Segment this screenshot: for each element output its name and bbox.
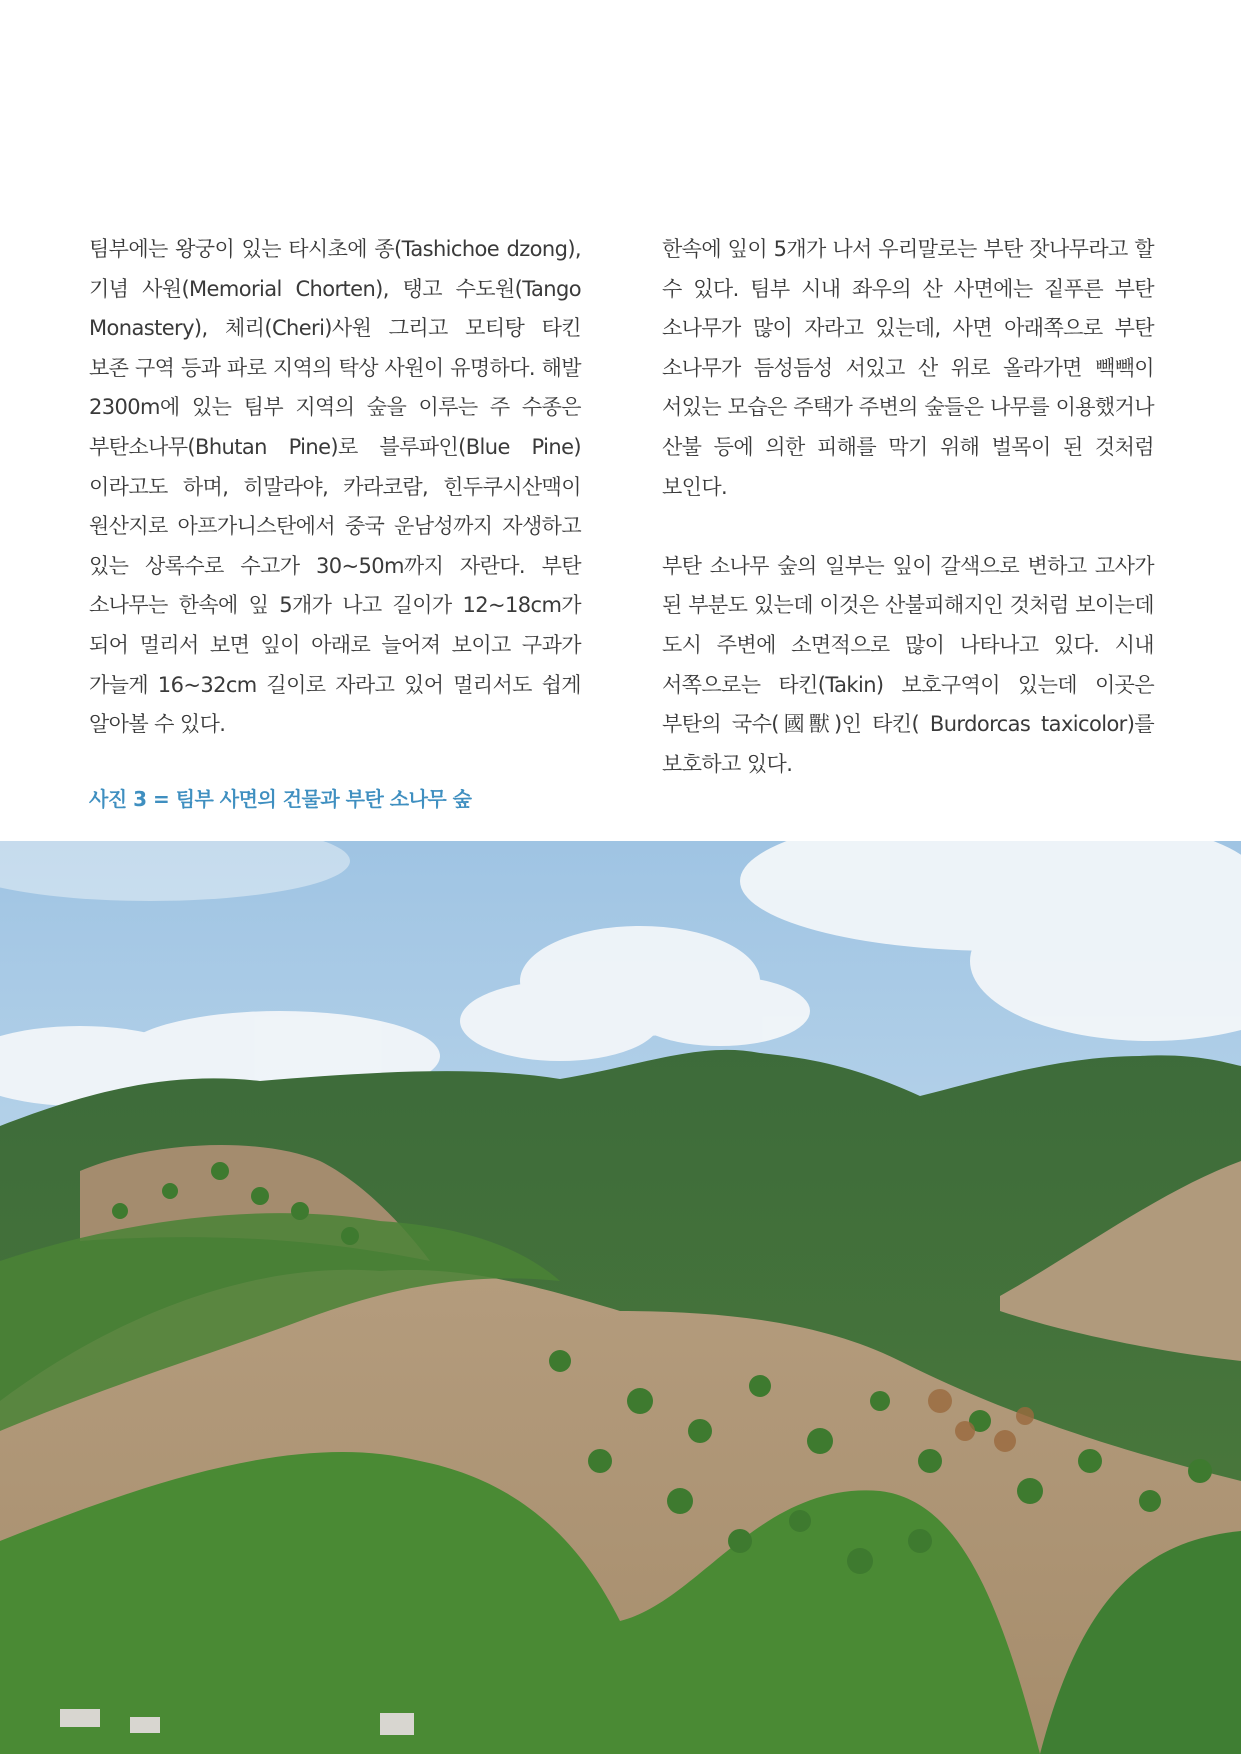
body-paragraph: 한속에 잎이 5개가 나서 우리말로는 부탄 잣나무라고 할 수 있다. 팀부 시내 좌우의 산 사면에는 짙푸른 부탄 소나무가 많이 자라고 있는데, 사면 아래쪽으로 부탄 소나무가 듬성듬성 서있고 산 위로 올라가면 빽빽이 서있는 모습은 주택가 주변의 숲들은 나무를 이용했거나 산불 등에 의한 피해를 막기 위해 벌목이 된 것처럼 보인다. — [662, 237, 1154, 499]
body-paragraph: 팀부에는 왕궁이 있는 타시초에 종(Tashichoe dzong), 기념 사원(Memorial Chorten), 탱고 수도원(Tango Monastery), 체리(Cheri)사원 그리고 모티탕 타킨 보존 구역 등과 파로 지역의 탁상 사원이 유명하다. 해발 2300m에 있는 팀부 지역의 숲을 이루는 주 수종은 부탄소나무(Bhutan Pine)로 블루파인(Blue Pine)이라고도 하며, 히말라야, 카라코람, 힌두쿠시산맥이 원산지로 아프가니스탄에서 중국 운남성까지 자생하고 있는 상록수로 수고가 30~50m까지 자란다. 부탄 소나무는 한속에 잎 5개가 나고 길이가 12~18cm가 되어 멀리서 보면 잎이 아래로 늘어져 보이고 구과가 가늘게 16~32cm 길이로 자라고 있어 멀리서도 쉽게 알아볼 수 있다. — [89, 237, 581, 737]
forest-hillside-photo — [0, 841, 1241, 1754]
body-paragraph: 부탄 소나무 숲의 일부는 잎이 갈색으로 변하고 고사가 된 부분도 있는데 이것은 산불피해지인 것처럼 보이는데 도시 주변에 소면적으로 많이 나타나고 있다. 시내 서쪽으로는 타킨(Takin) 보호구역이 있는데 이곳은 부탄의 국수(國獸)인 타킨( Burdorcas taxicolor)를 보호하고 있다. — [662, 553, 1154, 776]
photo-caption: 사진 3 = 팀부 사면의 건물과 부탄 소나무 숲 — [89, 787, 472, 811]
text-column-right — [662, 230, 1154, 784]
text-column-left — [89, 230, 581, 745]
